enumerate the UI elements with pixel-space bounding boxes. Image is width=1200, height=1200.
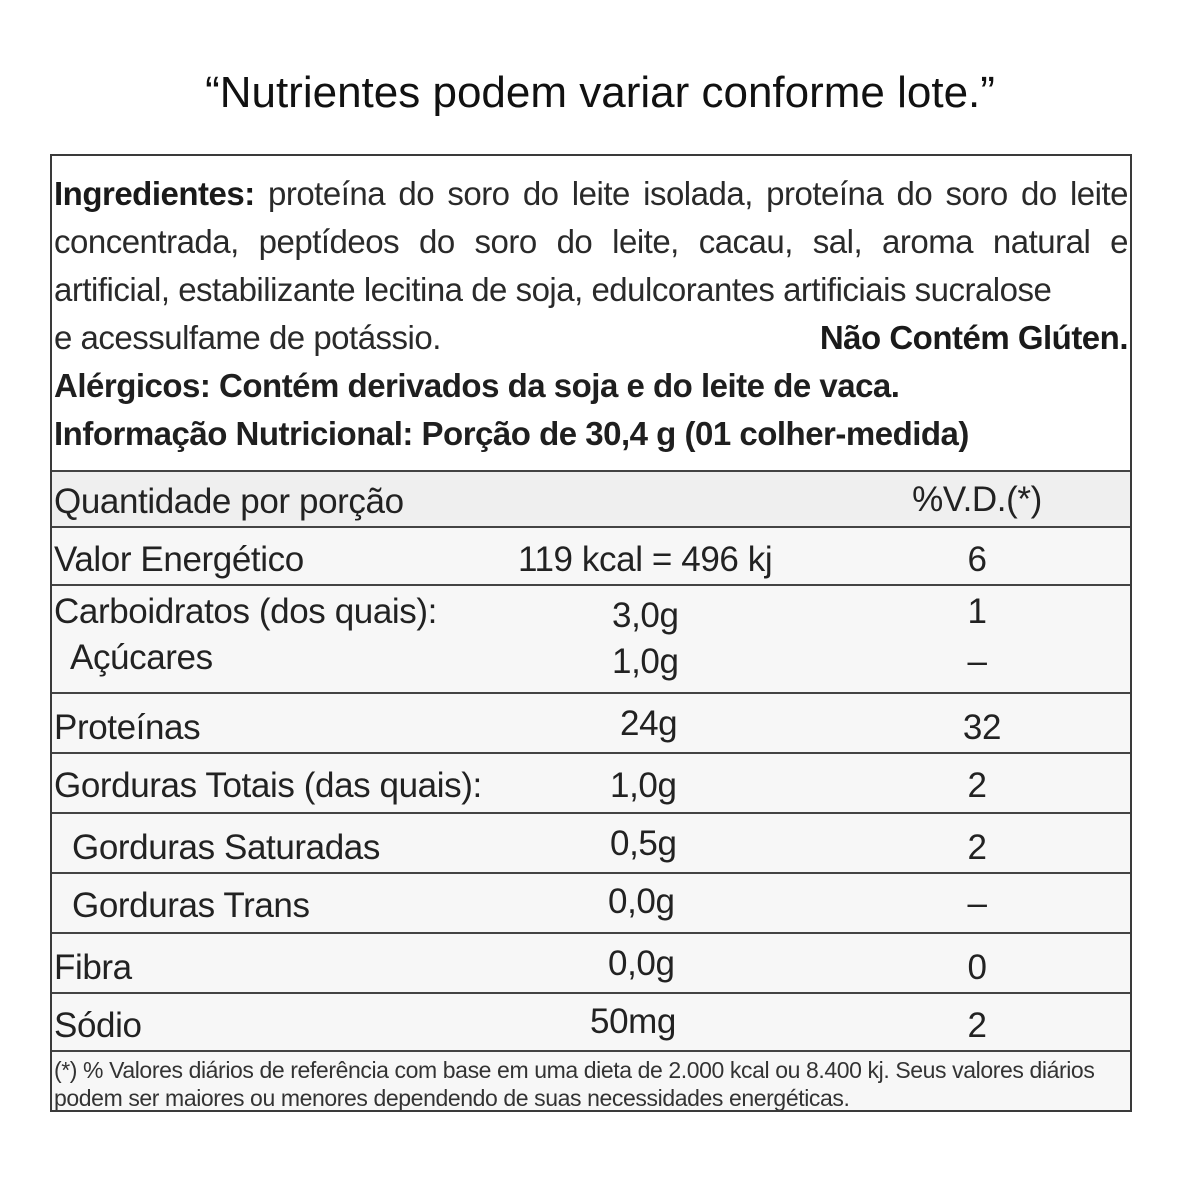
energy-qty: 119 kcal = 496 kj bbox=[518, 540, 773, 579]
nutrition-table bbox=[52, 470, 1130, 1110]
table-row bbox=[52, 752, 1130, 812]
fat-trans-qty: 0,0g bbox=[608, 882, 675, 921]
ingredients-block bbox=[52, 156, 1130, 362]
carbs-label: Carboidratos (dos quais): bbox=[54, 592, 437, 631]
fat-total-vd: 2 bbox=[967, 766, 987, 805]
sodium-label: Sódio bbox=[54, 1006, 142, 1045]
table-row bbox=[52, 812, 1130, 872]
sodium-qty: 50mg bbox=[590, 1002, 676, 1041]
ingredients-last-line bbox=[54, 314, 1128, 362]
fat-total-label: Gorduras Totais (das quais): bbox=[54, 766, 482, 805]
table-row bbox=[52, 992, 1130, 1050]
sugars-qty: 1,0g bbox=[612, 642, 679, 681]
carbs-vd: 1 bbox=[967, 592, 987, 631]
allergens-line: Alérgicos: Contém derivados da soja e do leite de vaca. bbox=[54, 367, 900, 404]
batch-variation-note: “Nutrientes podem variar conforme lote.” bbox=[205, 68, 995, 117]
fat-sat-label: Gorduras Saturadas bbox=[72, 828, 380, 867]
protein-label: Proteínas bbox=[54, 708, 201, 747]
fat-trans-label: Gorduras Trans bbox=[72, 886, 310, 925]
header-vd-label: %V.D.(*) bbox=[912, 480, 1042, 519]
ingredients-text: proteína do soro do leite isolada, proteína do soro do leite concentrada, peptídeos do soro do leite, cacau, sal, aroma natural e artificial, estabilizante lecitina de soja, edulcorantes artificiais sucralose bbox=[54, 175, 1128, 308]
carbs-qty: 3,0g bbox=[612, 596, 679, 635]
ingredients-text-last: e acessulfame de potássio. bbox=[54, 319, 441, 356]
table-header-row bbox=[52, 470, 1130, 526]
nutrition-info-title: Informação Nutricional: Porção de 30,4 g (01 colher-medida) bbox=[54, 415, 969, 452]
energy-label: Valor Energético bbox=[54, 540, 304, 579]
table-row bbox=[52, 932, 1130, 992]
fat-sat-vd: 2 bbox=[967, 828, 987, 867]
table-row bbox=[52, 692, 1130, 752]
table-row bbox=[52, 526, 1130, 584]
fiber-vd: 0 bbox=[967, 948, 987, 987]
energy-vd: 6 bbox=[967, 540, 987, 579]
fiber-qty: 0,0g bbox=[608, 944, 675, 983]
protein-vd: 32 bbox=[962, 708, 1002, 747]
protein-qty: 24g bbox=[620, 704, 678, 743]
fat-sat-qty: 0,5g bbox=[610, 824, 677, 863]
fiber-label: Fibra bbox=[54, 948, 132, 987]
sugars-label: Açúcares bbox=[70, 638, 213, 677]
header-quantity-label: Quantidade por porção bbox=[54, 482, 404, 521]
footnote: (*) % Valores diários de referência com base em uma dieta de 2.000 kcal ou 8.400 kj. Seus valores diários podem ser maiores ou menores dependendo de suas necessidades energéticas. bbox=[52, 1050, 1130, 1110]
fat-trans-vd: – bbox=[967, 884, 987, 923]
nutrition-label-panel bbox=[50, 154, 1132, 1112]
sugars-vd: – bbox=[967, 642, 987, 681]
ingredients-label: Ingredientes: bbox=[54, 175, 255, 212]
fat-total-qty: 1,0g bbox=[610, 766, 677, 805]
table-row bbox=[52, 872, 1130, 932]
sodium-vd: 2 bbox=[967, 1006, 987, 1045]
table-row bbox=[52, 584, 1130, 692]
gluten-free-notice: Não Contém Glúten. bbox=[819, 319, 1128, 356]
